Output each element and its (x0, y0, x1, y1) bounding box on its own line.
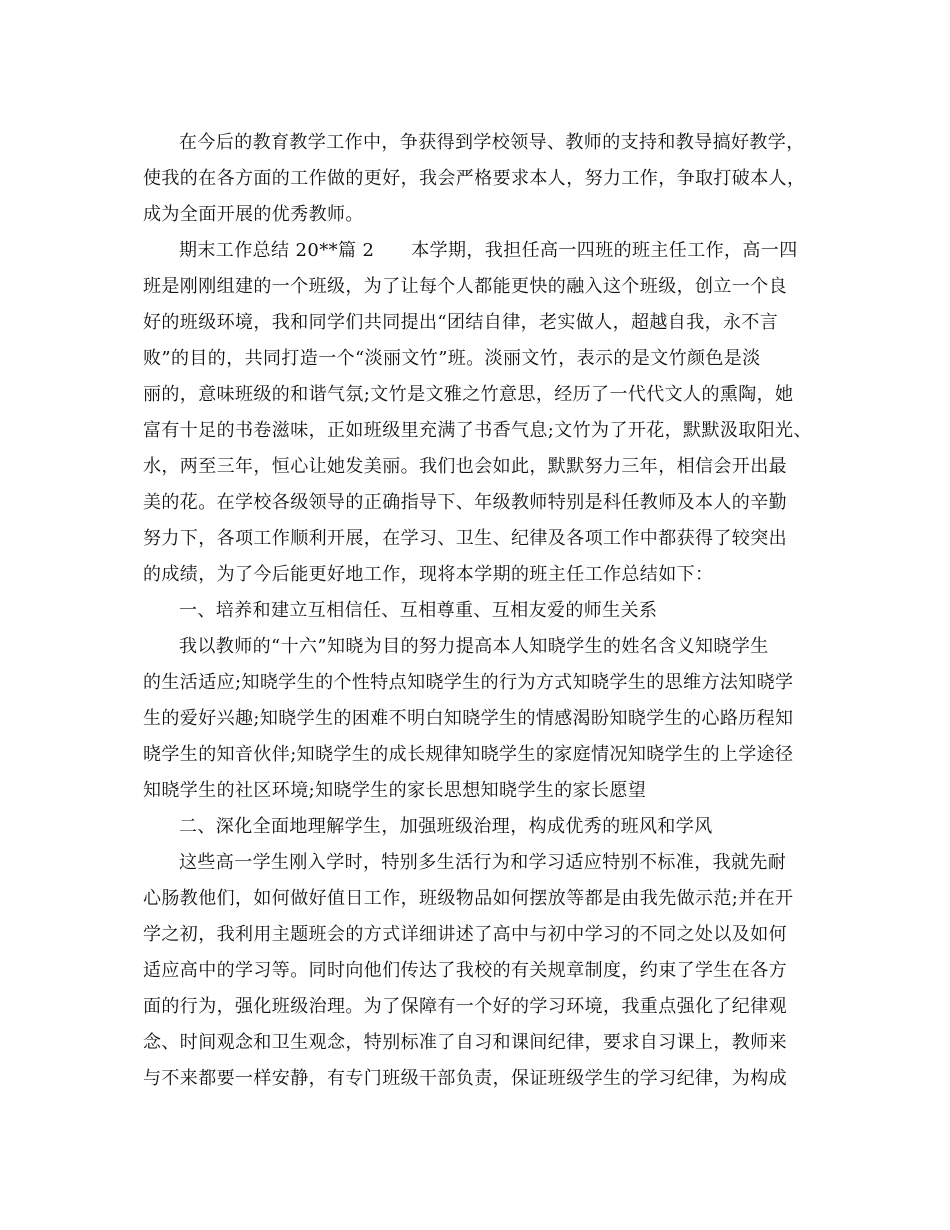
text-line: 成为全面开展的优秀教师。 (143, 204, 364, 225)
subheading-line: 一、培养和建立互相信任、互相尊重、互相友爱的师生关系 (179, 600, 658, 621)
text-line: 班是刚刚组建的一个班级，为了让每个人都能更快的融入这个班级，创立一个良 (143, 276, 787, 297)
text-line: 努力下，各项工作顺利开展，在学习、卫生、纪律及各项工作中都获得了较突出 (143, 528, 787, 549)
text-line: 的生活适应;知晓学生的个性特点知晓学生的行为方式知晓学生的思维方法知晓学 (143, 672, 794, 693)
section-heading-line: 期末工作总结 20**篇 2 本学期，我担任高一四班的班主任工作，高一四 (179, 240, 798, 261)
text-line: 念、时间观念和卫生观念，特别标准了自习和课间纪律，要求自习课上，教师来 (143, 1032, 787, 1053)
text-line: 心肠教他们，如何做好值日工作，班级物品如何摆放等都是由我先做示范;并在开 (143, 888, 794, 909)
text-line: 水，两至三年，恒心让她发美丽。我们也会如此，默默努力三年，相信会开出最 (143, 456, 787, 477)
text-line: 好的班级环境，我和同学们共同提出“团结自律，老实做人，超越自我，永不言 (143, 312, 779, 333)
text-line: 面的行为，强化班级治理。为了保障有一个好的学习环境，我重点强化了纪律观 (143, 996, 787, 1017)
text-line: 学之初，我利用主题班会的方式详细讲述了高中与初中学习的不同之处以及如何 (143, 924, 787, 945)
text-line: 这些高一学生刚入学时，特别多生活行为和学习适应特别不标准，我就先耐 (179, 852, 787, 873)
subheading-line: 二、深化全面地理解学生，加强班级治理，构成优秀的班风和学风 (179, 816, 713, 837)
text-line: 知晓学生的社区环境;知晓学生的家长思想知晓学生的家长愿望 (143, 780, 647, 801)
text-line: 丽的，意味班级的和谐气氛;文竹是文雅之竹意思，经历了一代代文人的熏陶，她 (143, 384, 794, 405)
text-line: 败”的目的，共同打造一个“淡丽文竹”班。淡丽文竹，表示的是文竹颜色是淡 (143, 348, 761, 369)
text-line: 富有十足的书卷滋味，正如班级里充满了书香气息;文竹为了开花，默默汲取阳光、 (143, 420, 812, 441)
text-line: 生的爱好兴趣;知晓学生的困难不明白知晓学生的情感渴盼知晓学生的心路历程知 (143, 708, 794, 729)
text-line: 晓学生的知音伙伴;知晓学生的成长规律知晓学生的家庭情况知晓学生的上学途径 (143, 744, 794, 765)
text-line: 的成绩，为了今后能更好地工作，现将本学期的班主任工作总结如下： (143, 564, 714, 585)
text-line: 在今后的教育教学工作中，争获得到学校领导、教师的支持和教导搞好教学， (179, 132, 805, 153)
text-line: 适应高中的学习等。同时向他们传达了我校的有关规章制度，约束了学生在各方 (143, 960, 787, 981)
text-line: 与不来都要一样安静，有专门班级干部负责，保证班级学生的学习纪律，为构成 (143, 1068, 787, 1089)
text-line: 使我的在各方面的工作做的更好，我会严格要求本人，努力工作，争取打破本人， (143, 168, 806, 189)
text-line: 美的花。在学校各级领导的正确指导下、年级教师特别是科任教师及本人的辛勤 (143, 492, 787, 513)
text-line: 我以教师的“十六”知晓为目的努力提高本人知晓学生的姓名含义知晓学生 (179, 636, 769, 657)
